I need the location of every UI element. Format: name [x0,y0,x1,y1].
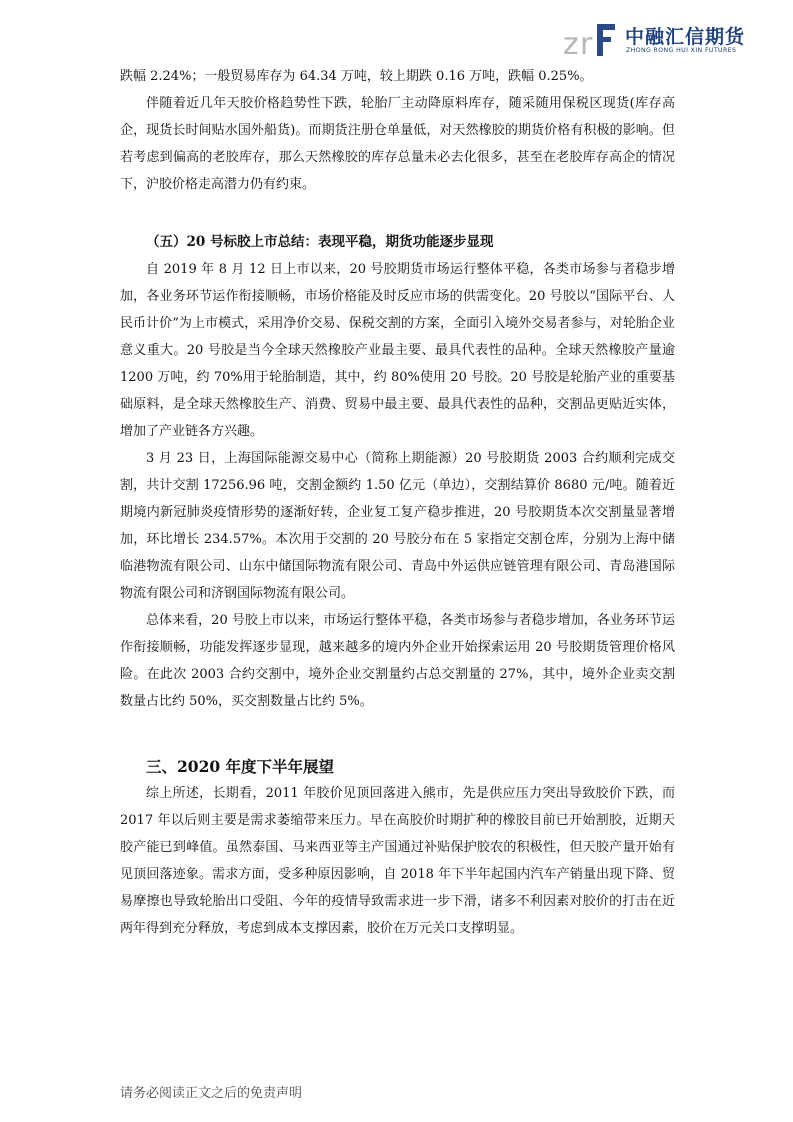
paragraph-3: 自 2019 年 8 月 12 日上市以来，20 号胶期货市场运行整体平稳，各类市场参与者稳步增加，各业务环节运作衔接顺畅，市场价格能及时反应市场的供需变化。20 号胶以“国际平台、人民币计价”为上市模式，采用净价交易、保税交割的方案，全面引入境外交易者参与，对轮胎企业意义重大。20 号胶是当今全球天然橡胶产业最主要、最具代表性的品种。全球天然橡胶产量逾 1200 万吨，约 70%用于轮胎制造，其中，约 80%使用 20 号胶。20 号胶是轮胎产业的重要基础原料，是全球天然橡胶生产、消费、贸易中最主要、最具代表性的品种，交割品更贴近实体，增加了产业链各方兴趣。 [120,262,675,439]
paragraph-5: 总体来看，20 号胶上市以来，市场运行整体平稳，各类市场参与者稳步增加，各业务环节运作衔接顺畅，功能发挥逐步显现，越来越多的境内外企业开始探索运用 20 号胶期货管理价格风险。在此次 2003 合约交割中，境外企业交割量约占总交割量的 27%，其中，境外企业卖交割数量占比约 50%，买交割数量占比约 5%。 [120,613,675,709]
paragraph-1: 跌幅 2.24%；一般贸易库存为 64.34 万吨，较上期跌 0.16 万吨，跌幅 0.25%。 [120,69,593,84]
document-body [120,63,675,942]
paragraph-6: 综上所述，长期看，2011 年胶价见顶回落进入熊市，先是供应压力突出导致胶价下跌，而 2017 年以后则主要是需求萎缩带来压力。早在高胶价时期扩种的橡胶目前已开始割胶，近期天胶产能已到峰值。虽然泰国、马来西亚等主产国通过补贴保护胶农的积极性，但天胶产量开始有见顶回落迹象。需求方面，受多种原因影响，自 2018 年下半年起国内汽车产销量出现下降、贸易摩擦也导致轮胎出口受阻、今年的疫情导致需求进一步下滑，诸多不利因素对胶价的打击在近两年得到充分释放，考虑到成本支撑因素，胶价在万元关口支撑明显。 [120,786,675,936]
section-heading-5: （五）20 号标胶上市总结：表现平稳，期货功能逐步显现 [146,234,494,250]
section-heading-3: 三、2020 年度下半年展望 [146,757,335,776]
paragraph-4: 3 月 23 日，上海国际能源交易中心（简称上期能源）20 号胶期货 2003 合约顺利完成交割，共计交割 17256.96 吨，交割金额约 1.50 亿元（单边），交割结算价 8680 元/吨。随着近期境内新冠肺炎疫情形势的逐渐好转，企业复工复产稳步推进，20 号胶期货本次交割量显著增加，环比增长 234.57%。本次用于交割的 20 号胶分布在 5 家指定交割仓库，分别为上海中储临港物流有限公司、山东中储国际物流有限公司、青岛中外运供应链管理有限公司、青岛港国际物流有限公司和济钢国际物流有限公司。 [120,451,675,601]
svg-text:r: r [580,27,593,60]
disclaimer-footer: 请务必阅读正文之后的免责声明 [120,1086,303,1101]
logo-company-name: 中融汇信期货 [625,26,746,48]
paragraph-2: 伴随着近几年天胶价格趋势性下跌，轮胎厂主动降原料库存，随采随用保税区现货(库存高企，现货长时间贴水国外船货)。而期货注册仓单量低，对天然橡胶的期货价格有积极的影响。但若考虑到偏高的老胶库存，那么天然橡胶的库存总量未必去化很多，甚至在老胶库存高企的情况下，沪胶价格走高潜力仍有约束。 [120,96,675,192]
company-logo [563,20,773,62]
zrf-logo-mark [563,20,621,60]
svg-text:z: z [563,27,579,60]
logo-company-name-en: ZHONG RONG HUI XIN FUTURES [626,47,737,54]
